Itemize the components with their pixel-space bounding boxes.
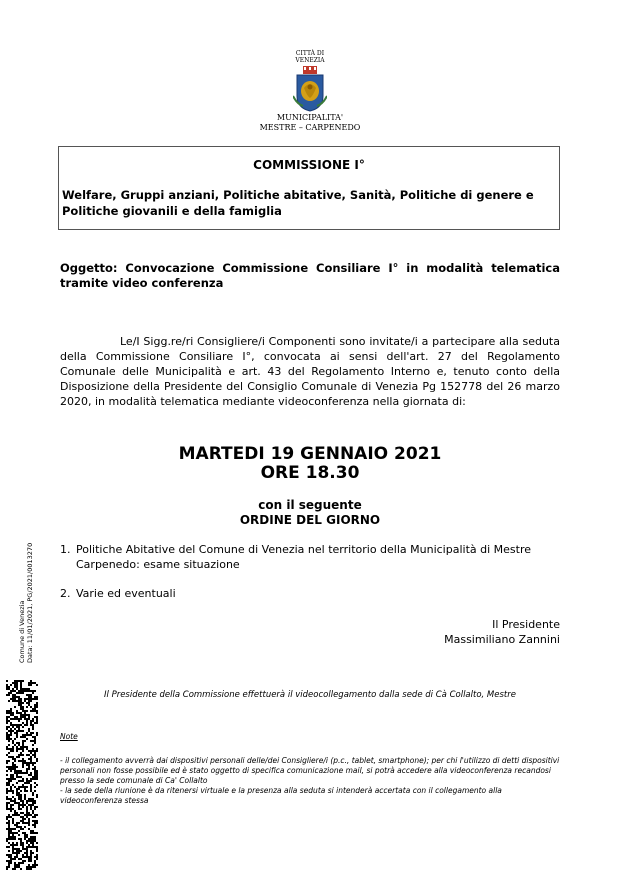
- commission-title: COMMISSIONE I°: [253, 158, 365, 172]
- header-city: [250, 50, 370, 64]
- footnotes: [60, 756, 560, 806]
- protocol-stamp-line-1: Comune di Venezia: [18, 600, 26, 663]
- president-name: Massimiliano Zannini: [444, 633, 560, 646]
- agenda-item-number: 2.: [60, 587, 71, 600]
- president-role: Il Presidente: [492, 618, 560, 631]
- header-municipality: [230, 113, 390, 133]
- protocol-stamp-text: [18, 523, 34, 663]
- protocol-stamp: [6, 530, 36, 670]
- footnote: - la sede della riunione è da ritenersi virtuale e la presenza alla seduta si intenderà accertata con il collegamento alla videoconferenza stessa: [60, 786, 502, 805]
- agenda-item-number: 1.: [60, 543, 71, 556]
- qr-barcode-icon: [6, 680, 38, 870]
- meeting-date: MARTEDI 19 GENNAIO 2021: [178, 444, 442, 464]
- agenda-item: [60, 586, 565, 601]
- agenda-title: ORDINE DEL GIORNO: [239, 513, 381, 527]
- note-label: Note: [60, 732, 78, 741]
- city-line-2: VENEZIA: [295, 57, 325, 64]
- protocol-stamp-line-2: Data: 11/01/2021, PG/2021/0013270: [26, 542, 34, 663]
- agenda-list: [60, 542, 565, 615]
- commission-subtitle: Welfare, Gruppi anziani, Politiche abitative, Sanità, Politiche di genere e Politiche giovanili e della famiglia: [62, 188, 534, 218]
- subject-line: Oggetto: Convocazione Commissione Consiliare I° in modalità telematica tramite video conferenza: [60, 261, 560, 290]
- intro-paragraph: Le/I Sigg.re/ri Consigliere/i Componenti sono invitate/i a partecipare alla seduta della Commissione Consiliare I°, convocata ai sensi dell'art. 27 del Regolamento Comunale delle Municipalità e art. 43 del Regolamento Interno e, tenuto conto della Disposizione della Presidente del Consiglio Comunale di Venezia Pg 152778 del 26 marzo 2020, in modalità telematica mediante videoconferenza nella giornata di:: [60, 335, 560, 408]
- agenda-item-text: Varie ed eventuali: [76, 587, 176, 600]
- agenda-item-text: Politiche Abitative del Comune di Venezia nel territorio della Municipalità di Mestre Carpenedo: esame situazione: [76, 543, 532, 571]
- venice-lion-crest-icon: [293, 66, 327, 112]
- agenda-intro: con il seguente: [258, 498, 362, 512]
- agenda-item: [60, 542, 565, 572]
- closing-note: Il Presidente della Commissione effettuerà il videocollegamento dalla sede di Cà Collalto, Mestre: [104, 690, 516, 700]
- meeting-time: ORE 18.30: [260, 463, 360, 483]
- municipality-line-2: MESTRE – CARPENEDO: [259, 123, 361, 132]
- commission-box: [58, 146, 560, 230]
- city-line-1: CITTÀ DI: [295, 50, 325, 57]
- municipality-line-1: MUNICIPALITA': [276, 113, 344, 122]
- footnote: - il collegamento avverrà dai dispositivi personali delle/dei Consigliere/i (p.c., tablet, smartphone); per chi l'utilizzo di detti dispositivi personali non fosse possibile ed è stato oggetto di specifica comunicazione mail, si potrà accedere alla videoconferenza recandosi presso la sede comunale di Ca' Collalto: [60, 756, 560, 785]
